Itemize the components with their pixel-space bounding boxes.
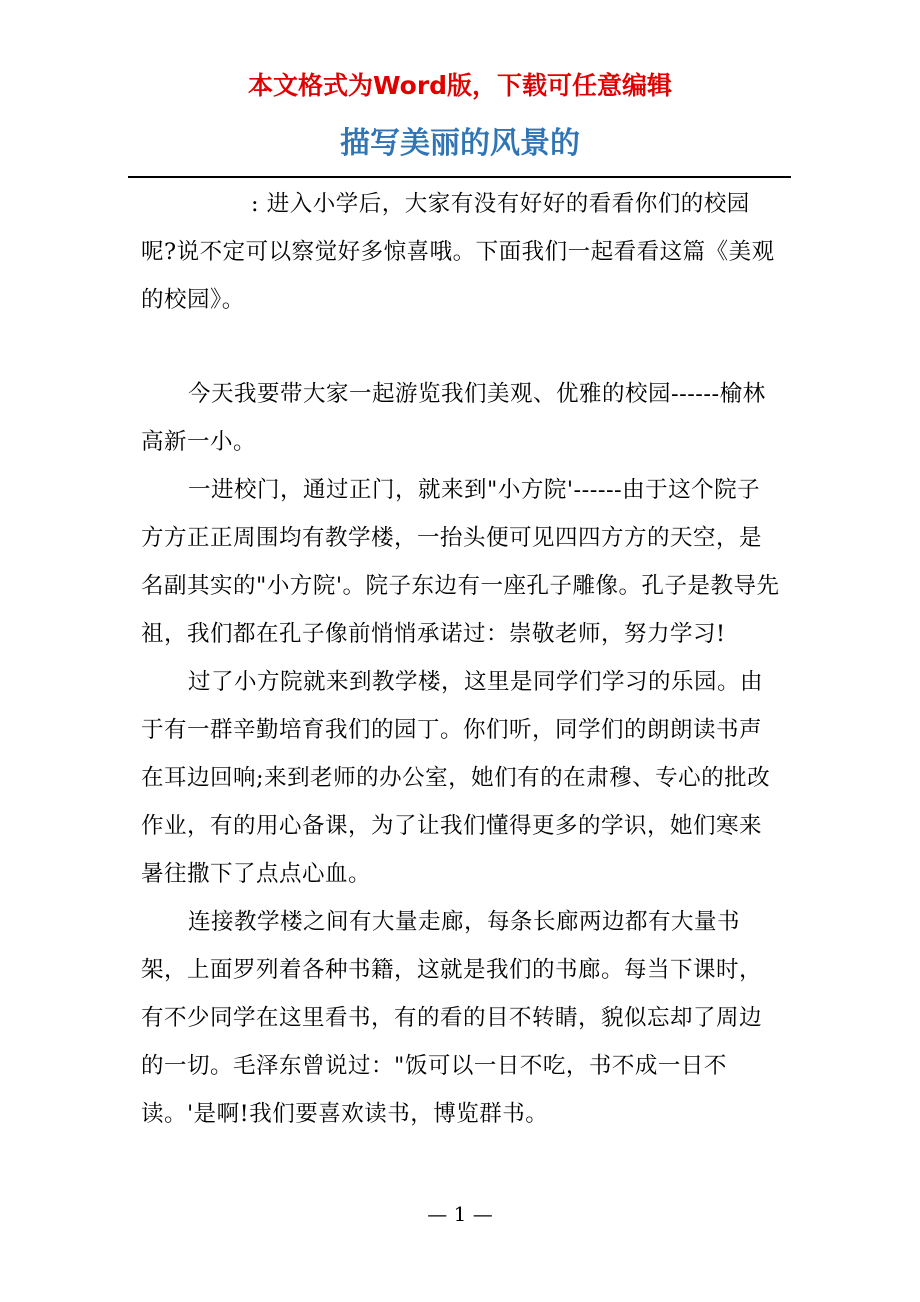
title-divider	[128, 176, 791, 178]
page-number: — 1 —	[427, 1202, 493, 1226]
document-title: 描写美丽的风景的	[340, 126, 580, 161]
intro-paragraph: : 进入小学后，大家有没有好好的看看你们的校园呢?说不定可以察觉好多惊喜哦。下面我们一起看看这篇《美观的校园》。	[141, 191, 775, 313]
format-notice-banner: 本文格式为Word版，下载可任意编辑	[247, 71, 673, 100]
body-paragraph-2: 一进校门，通过正门，就来到"小方院'------由于这个院子方方正正周围均有教学楼，一抬头便可见四四方方的天空，是名副其实的"小方院'。院子东边有一座孔子雕像。孔子是教导先祖，我们都在孔子像前悄悄承诺过：崇敬老师，努力学习!	[141, 477, 780, 647]
intro-block	[141, 180, 781, 324]
article-body	[141, 370, 781, 1138]
body-paragraph-4: 连接教学楼之间有大量走廊，每条长廊两边都有大量书架，上面罗列着各种书籍，这就是我们的书廊。每当下课时，有不少同学在这里看书，有的看的目不转睛，貌似忘却了周边的一切。毛泽东曾说过："饭可以一日不吃，书不成一日不读。'是啊!我们要喜欢读书，博览群书。	[141, 909, 763, 1127]
body-paragraph-3: 过了小方院就来到教学楼，这里是同学们学习的乐园。由于有一群辛勤培育我们的园丁。你们听，同学们的朗朗读书声在耳边回响;来到老师的办公室，她们有的在肃穆、专心的批改作业，有的用心备课，为了让我们懂得更多的学识，她们寒来暑往撒下了点点心血。	[141, 669, 771, 887]
body-paragraph-1: 今天我要带大家一起游览我们美观、优雅的校园------榆林高新一小。	[141, 381, 766, 455]
